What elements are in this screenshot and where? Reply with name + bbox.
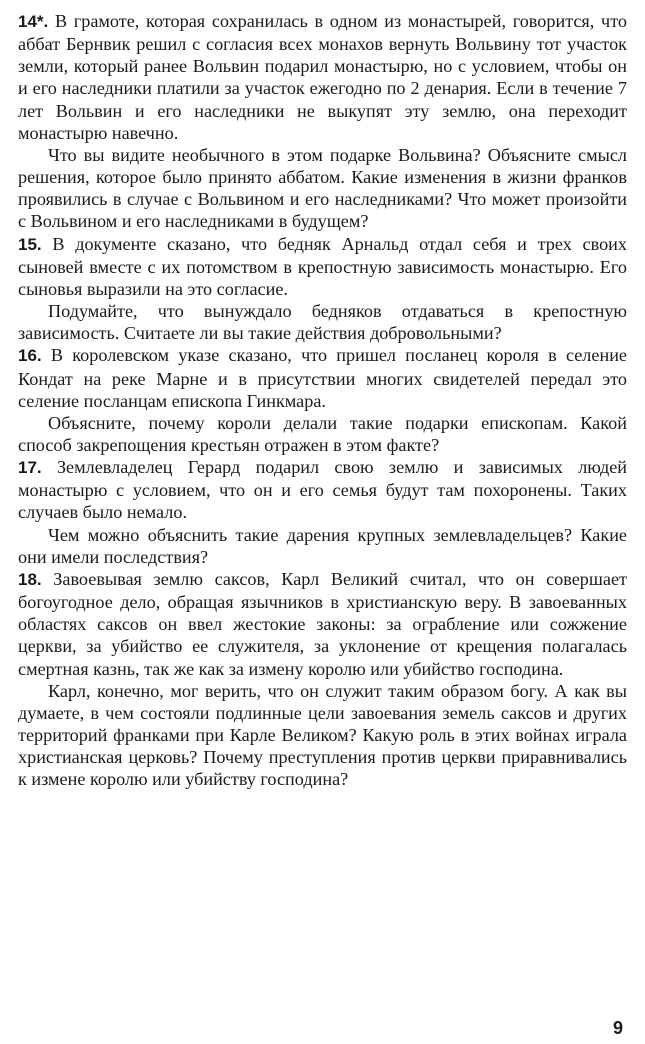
paragraph-text: Что вы видите необычного в этом подарке Вольвина? Объясните смысл решения, которое было принято аббатом. Какие изменения в жизни франков проявились в случае с Вольвином и его наследниками? Что может произойти с Вольвином и его наследниками в будущем?	[18, 144, 627, 232]
paragraph-q15-task	[18, 300, 627, 344]
paragraph-text: Подумайте, что вынуждало бедняков отдаваться в крепостную зависимость. Считаете ли вы такие действия добровольными?	[18, 301, 627, 344]
question-number: 18.	[18, 569, 42, 589]
paragraph-text: В королевском указе сказано, что пришел посланец короля в селение Кондат на реке Марне и в присутствии многих свидетелей передал это селение посланцам епископа Гинкмара.	[18, 345, 627, 411]
paragraph-text: В документе сказано, что бедняк Арнальд отдал себя и трех своих сыновей вместе с их потомством в крепостную зависимость монастырю. Его сыновья выразили на это согласие.	[18, 233, 627, 299]
paragraph-text: В грамоте, которая сохранилась в одном из монастырей, говорится, что аббат Бернвик решил с согласия всех монахов вернуть Вольвину тот участок земли, который ранее Вольвин подарил монастырю, но с условием, чтобы он и его наследники платили за участок ежегодно по 2 денария. Если в течение 7 лет Вольвин и его наследники не выкупят эту землю, она переходит монастырю навечно.	[18, 11, 627, 143]
paragraph-q14-task	[18, 144, 627, 233]
paragraph-q14	[18, 10, 627, 144]
page-body	[18, 10, 627, 790]
question-number: 14*.	[18, 12, 49, 31]
paragraph-q18-task	[18, 680, 627, 791]
paragraph-q15	[18, 233, 627, 300]
paragraph-q16	[18, 344, 627, 411]
paragraph-q17-task	[18, 524, 627, 568]
page-number: 9	[612, 1018, 623, 1038]
paragraph-q18	[18, 568, 627, 680]
paragraph-text: Чем можно объяснить такие дарения крупных землевладельцев? Какие они имели последствия?	[18, 524, 627, 567]
paragraph-text: Объясните, почему короли делали такие подарки епископам. Какой способ закрепощения крестьян отражен в этом факте?	[18, 412, 627, 455]
paragraph-text: Карл, конечно, мог верить, что он служит таким образом богу. А как вы думаете, в чем состояли подлинные цели завоевания земель саксов и других территорий франками при Карле Великом? Какую роль в этих войнах играла христианская церковь? Почему преступления против церкви приравнивались к измене королю или убийству господина?	[18, 680, 627, 790]
paragraph-q16-task	[18, 412, 627, 456]
paragraph-q17	[18, 456, 627, 523]
question-number: 17.	[18, 458, 42, 478]
paragraph-text: Землевладелец Герард подарил свою землю и зависимых людей монастырю с условием, что он и его семья будут там похоронены. Таких случаев было немало.	[18, 457, 627, 523]
question-number: 16.	[18, 346, 42, 366]
paragraph-text: Завоевывая землю саксов, Карл Великий считал, что он совершает богоугодное дело, обращая язычников в христианскую веру. В завоеванных областях саксов он ввел жестокие законы: за ограбление или сожжение церкви, за убийство ее служителя, за уклонение от крещения полагалась смертная казнь, так же как за измену королю или убийство господина.	[18, 568, 627, 679]
question-number: 15.	[18, 234, 42, 254]
